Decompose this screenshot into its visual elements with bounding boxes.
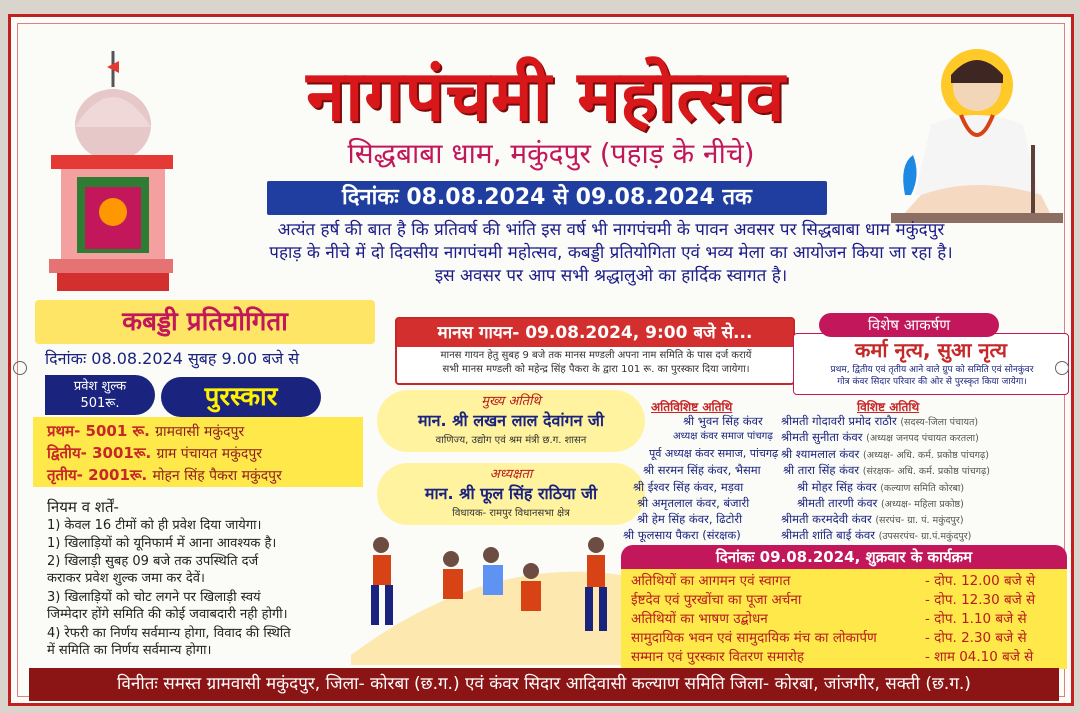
special-attraction-note xyxy=(798,364,1066,388)
program-time: - दोप. 1.10 बजे से xyxy=(925,611,1027,627)
chairperson-desc: विधायक- रामपुर विधानसभा क्षेत्र xyxy=(452,508,570,519)
chief-guest-desc: वाणिज्य, उद्योग एवं श्रम मंत्री छ.ग. शासन xyxy=(435,435,587,446)
prize-rank: द्वितीय- 3001रू. xyxy=(47,444,152,462)
manas-text xyxy=(403,349,789,377)
prize-heading: पुरस्कार xyxy=(161,377,321,417)
chief-guest-heading: मुख्य अतिथि xyxy=(481,394,541,409)
registration-mark-icon xyxy=(1055,361,1069,375)
entry-fee-label: प्रवेश शुल्क xyxy=(73,379,127,394)
poster-title: नागपंचमी महोत्सव xyxy=(306,55,786,137)
rules-title: नियम व शर्तें- xyxy=(47,498,119,516)
prize-sponsor: ग्रामवासी मकुंदपुर xyxy=(155,424,245,440)
vip-guest: श्री फूलसाय पैकरा (संरक्षक) xyxy=(623,528,741,542)
vip-guest: श्री अमृतलाल कंवर, बंजारी xyxy=(637,496,750,510)
program-list xyxy=(621,569,1067,669)
special-guest xyxy=(781,512,964,528)
intro-line: अत्यंत हर्ष की बात है कि प्रतिवर्ष की भांति इस वर्ष भी नागपंचमी के पावन अवसर पर सिद्धबाबा धाम मकुंदपुर xyxy=(277,220,945,240)
program-event: अतिथियों का आगमन एवं स्वागत xyxy=(631,573,791,589)
program-row xyxy=(631,571,1061,589)
kabaddi-title: कबड्डी प्रतियोगिता xyxy=(35,300,375,344)
special-guest-name: श्री तारा सिंह कंवर xyxy=(783,463,860,477)
special-guest-note: (सदस्य-जिला पंचायत) xyxy=(900,417,979,428)
special-guest xyxy=(797,496,964,512)
manas-line: मानस गायन हेतु सुबह 9 बजे तक मानस मण्डली अपना नाम समिति के पास दर्ज करायें xyxy=(440,350,752,361)
footer-banner: विनीतः समस्त ग्रामवासी मकुंदपुर, जिला- कोरबा (छ.ग.) एवं कंवर सिदार आदिवासी कल्याण समिति जिला- कोरबा, जांजगीर, सक्ती (छ.ग.) xyxy=(29,668,1059,701)
prize-row xyxy=(47,465,282,485)
rule-line: 3) खिलाड़ियों को चोट लगने पर खिलाड़ी स्वयं xyxy=(47,590,261,605)
chief-guest-card xyxy=(377,390,645,452)
poster-subtitle: सिद्धबाबा धाम, मकुंदपुर (पहाड़ के नीचे) xyxy=(347,137,755,170)
rule-line: जिम्मेदार होंगे समिति की कोई जवाबदारी नही होगी। xyxy=(47,607,288,622)
program-row xyxy=(631,590,1061,608)
vip-guest: श्री सरमन सिंह कंवर, भैसमा xyxy=(643,463,761,477)
special-guest xyxy=(781,430,979,446)
special-attraction-note-line: गोत्र कंवर सिदार परिवार की ओर से पुरस्कृत किया जायेगा। xyxy=(837,377,1027,387)
special-guest xyxy=(783,463,990,479)
rule-line: 2) खिलाड़ी सुबह 09 बजे तक उपस्थिति दर्ज xyxy=(47,554,259,569)
prize-row xyxy=(47,421,244,441)
rule-line: 1) खिलाड़ियों को यूनिफार्म में आना आवश्यक है। xyxy=(47,536,277,551)
special-guest-name: श्रीमती शांति बाई कंवर xyxy=(781,528,875,542)
special-guests-heading: विशिष्ट अतिथि xyxy=(857,400,920,414)
special-guest xyxy=(781,528,971,544)
intro-line: इस अवसर पर आप सभी श्रद्धालुओ का हार्दिक स्वागत है। xyxy=(434,266,788,286)
vip-guest: श्री हेम सिंह कंवर, ढिटोरी xyxy=(637,512,743,526)
prize-rank: तृतीय- 2001रू. xyxy=(47,466,148,484)
vip-guest: पूर्व अध्यक्ष कंवर समाज, पांचगढ़ xyxy=(649,447,779,460)
program-row xyxy=(631,609,1061,627)
special-guest-name: श्री मोहर सिंह कंवर xyxy=(797,480,877,494)
rule-line: 4) रेफरी का निर्णय सर्वमान्य होगा, विवाद की स्थिति xyxy=(47,626,291,641)
chairperson-name: मान. श्री फूल सिंह राठिया जी xyxy=(424,484,598,503)
prize-list xyxy=(33,417,363,487)
special-guest-name: श्री श्यामलाल कंवर xyxy=(781,447,860,461)
intro-line: पहाड़ के नीचे में दो दिवसीय नागपंचमी महोत्सव, कबड्डी प्रतियोगिता एवं भव्य मेला का आयोजन किया जा रहा है। xyxy=(269,243,953,263)
special-guest-note: (अध्यक्ष- महिला प्रकोष्ठ) xyxy=(880,499,964,510)
entry-fee-value: 501रू. xyxy=(80,396,120,411)
special-guest-note: (कल्याण समिति कोरबा) xyxy=(880,483,965,494)
special-guest-note: (सरपंच- ग्रा. पं. मकुंदपुर) xyxy=(875,515,964,526)
program-event: ईष्टदेव एवं पुरखोंचा का पूजा अर्चना xyxy=(631,592,802,608)
program-time: - दोप. 12.30 बजे से xyxy=(925,592,1036,608)
prize-sponsor: मोहन सिंह पैकरा मकुंदपुर xyxy=(152,468,282,484)
prize-row xyxy=(47,443,262,463)
special-attraction-heading: विशेष आकर्षण xyxy=(819,313,999,337)
special-attraction-note-line: प्रथम, द्वितीय एवं तृतीय आने वाले ग्रुप को समिति एवं सोनकुंवर xyxy=(830,365,1034,375)
program-time: - दोप. 12.00 बजे से xyxy=(925,573,1036,589)
manas-line: सभी मानस मण्डली को महेन्द्र सिंह पैकरा के द्वारा 101 रू. का पुरस्कार दिया जायेगा। xyxy=(442,364,750,375)
manas-heading: मानस गायन- 09.08.2024, 9:00 बजे से... xyxy=(397,319,793,347)
kabaddi-date: दिनांकः 08.08.2024 सुबह 9.00 बजे से xyxy=(45,349,300,368)
special-attraction-box xyxy=(793,333,1069,395)
entry-fee-badge xyxy=(45,375,155,415)
program-row xyxy=(631,628,1061,646)
program-event: सम्मान एवं पुरस्कार वितरण समारोह xyxy=(631,649,805,665)
kabaddi-players-illustration xyxy=(351,515,621,665)
program-heading: दिनांकः 09.08.2024, शुक्रवार के कार्यक्रम xyxy=(621,545,1067,569)
special-guest-name: श्रीमती तारणी कंवर xyxy=(797,496,878,510)
special-guest-note: (संरक्षक- अधि. कर्म. प्रकोष्ठ पांचगढ़) xyxy=(862,466,991,477)
prize-sponsor: ग्राम पंचायत मकुंदपुर xyxy=(156,446,263,462)
special-attraction-main: कर्मा नृत्य, सुआ नृत्य xyxy=(855,338,1007,362)
vip-guest: श्री भुवन सिंह कंवर xyxy=(683,414,763,428)
special-guest-name: श्रीमती करमदेवी कंवर xyxy=(781,512,872,526)
manas-box xyxy=(395,317,795,385)
registration-mark-icon xyxy=(13,361,27,375)
special-guest xyxy=(781,447,989,463)
date-banner: दिनांकः 08.08.2024 से 09.08.2024 तक xyxy=(267,181,827,215)
chief-guest-name: मान. श्री लखन लाल देवांगन जी xyxy=(417,411,605,430)
special-guest-name: श्रीमती गोदावरी प्रमोद राठौर xyxy=(781,414,897,428)
vip-guest: श्री ईश्वर सिंह कंवर, मड़वा xyxy=(633,480,744,494)
special-guest xyxy=(797,480,964,496)
intro-text xyxy=(151,219,1071,288)
special-guest-note: (अध्यक्ष- अधि. कर्म. प्रकोष्ठ पांचगढ़) xyxy=(863,450,990,461)
special-guest-note: (अध्यक्ष जनपद पंचायत करतला) xyxy=(866,433,979,444)
program-event: अतिथियों का भाषण उद्बोधन xyxy=(631,611,768,627)
event-poster xyxy=(8,14,1074,706)
chairperson-heading: अध्यक्षता xyxy=(489,467,533,482)
program-time: - शाम 04.10 बजे से xyxy=(925,649,1034,665)
rule-line: में समिति का निर्णय सर्वमान्य होगा। xyxy=(47,643,212,658)
program-row xyxy=(631,647,1061,665)
rule-line: 1) केवल 16 टीमों को ही प्रवेश दिया जायेगा। xyxy=(47,518,262,533)
rule-line: कराकर प्रवेश शुल्क जमा कर देवें। xyxy=(47,571,205,586)
special-guest xyxy=(781,414,978,430)
special-guest-name: श्रीमती सुनीता कंवर xyxy=(781,430,863,444)
program-time: - दोप. 2.30 बजे से xyxy=(925,630,1027,646)
vip-guest: अध्यक्ष कंवर समाज पांचगढ़ xyxy=(673,431,773,442)
vip-guests-heading: अतिविशिष्ट अतिथि xyxy=(651,400,733,414)
prize-rank: प्रथम- 5001 रू. xyxy=(47,422,150,440)
special-guest-note: (उपसरपंच- ग्रा.पं.मकुंदपुर) xyxy=(878,531,972,542)
program-event: सामुदायिक भवन एवं सामुदायिक मंच का लोकार्पण xyxy=(631,630,877,646)
